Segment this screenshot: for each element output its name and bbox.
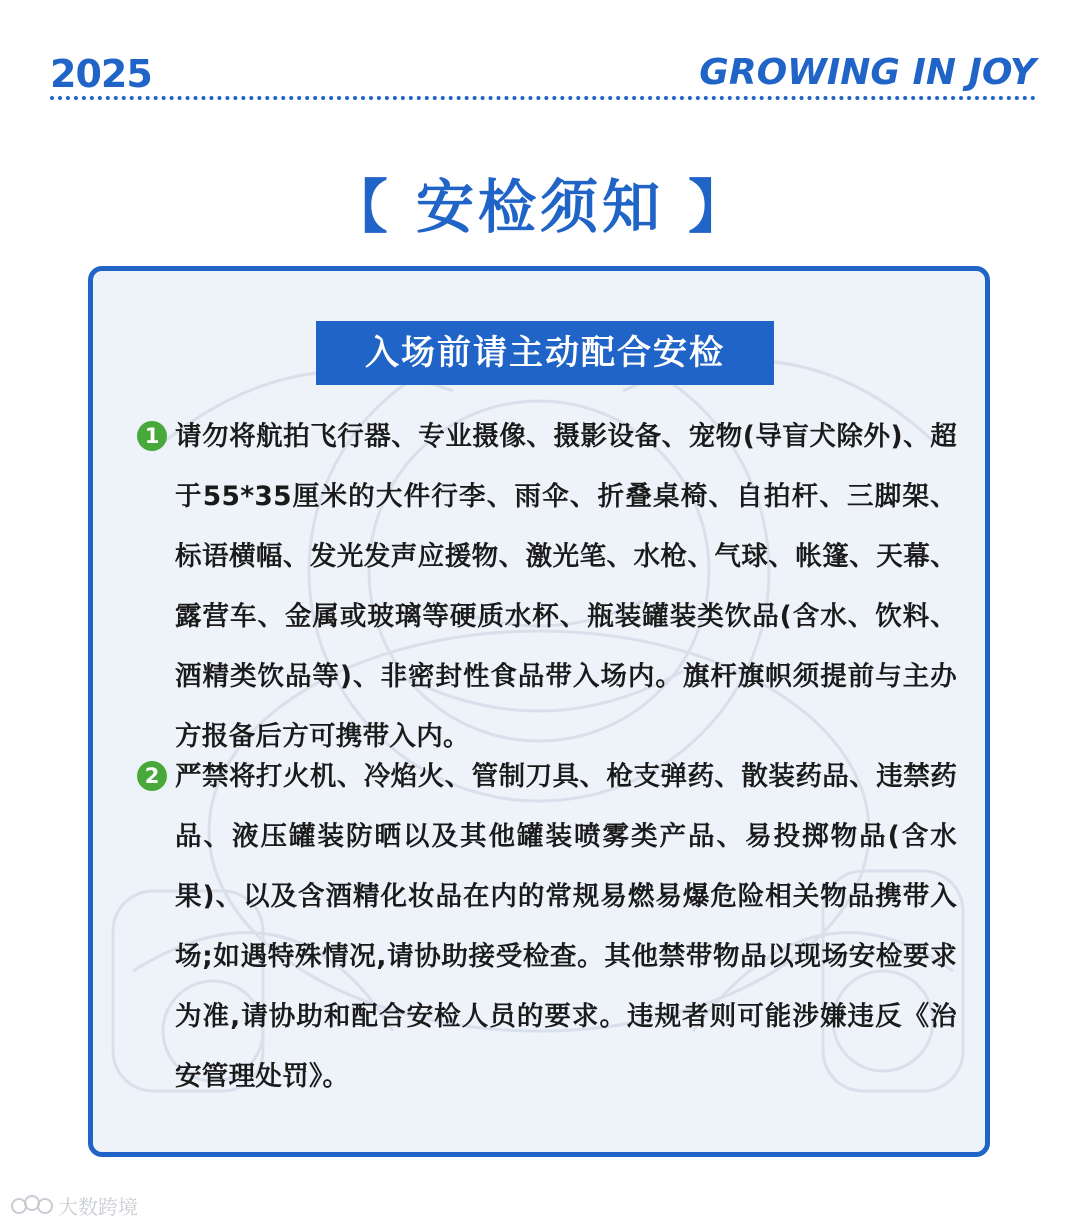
list-item bbox=[137, 407, 957, 767]
item-text: 请勿将航拍飞行器、专业摄像、摄影设备、宠物(导盲犬除外)、超于55*35厘米的大件行李、雨伞、折叠桌椅、自拍杆、三脚架、标语横幅、发光发声应援物、激光笔、水枪、气球、帐篷、天幕、露营车、金属或玻璃等硬质水杯、瓶装罐装类饮品(含水、饮料、酒精类饮品等)、非密封性食品带入场内。旗杆旗帜须提前与主办方报备后方可携带入内。 bbox=[175, 421, 957, 752]
number-badge: 2 bbox=[137, 761, 167, 791]
tagline: GROWING IN JOY bbox=[699, 52, 1036, 93]
watermark-logo-icon bbox=[10, 1192, 54, 1218]
header-bar bbox=[50, 52, 1036, 100]
watermark bbox=[10, 1190, 138, 1220]
watermark-text: 大数跨境 bbox=[58, 1194, 138, 1219]
page-title: 【 安检须知 】 bbox=[329, 173, 751, 241]
notice-card bbox=[88, 266, 990, 1157]
number-badge: 1 bbox=[137, 421, 167, 451]
card-banner: 入场前请主动配合安检 bbox=[316, 321, 774, 385]
item-text: 严禁将打火机、冷焰火、管制刀具、枪支弹药、散装药品、违禁药品、液压罐装防晒以及其他罐装喷雾类产品、易投掷物品(含水果)、以及含酒精化妆品在内的常规易燃易爆危险相关物品携带入场;如遇特殊情况,请协助接受检查。其他禁带物品以现场安检要求为准,请协助和配合安检人员的要求。违规者则可能涉嫌违反《治安管理处罚》。 bbox=[175, 761, 957, 1092]
list-item bbox=[137, 747, 957, 1107]
year-label: 2025 bbox=[50, 52, 152, 96]
